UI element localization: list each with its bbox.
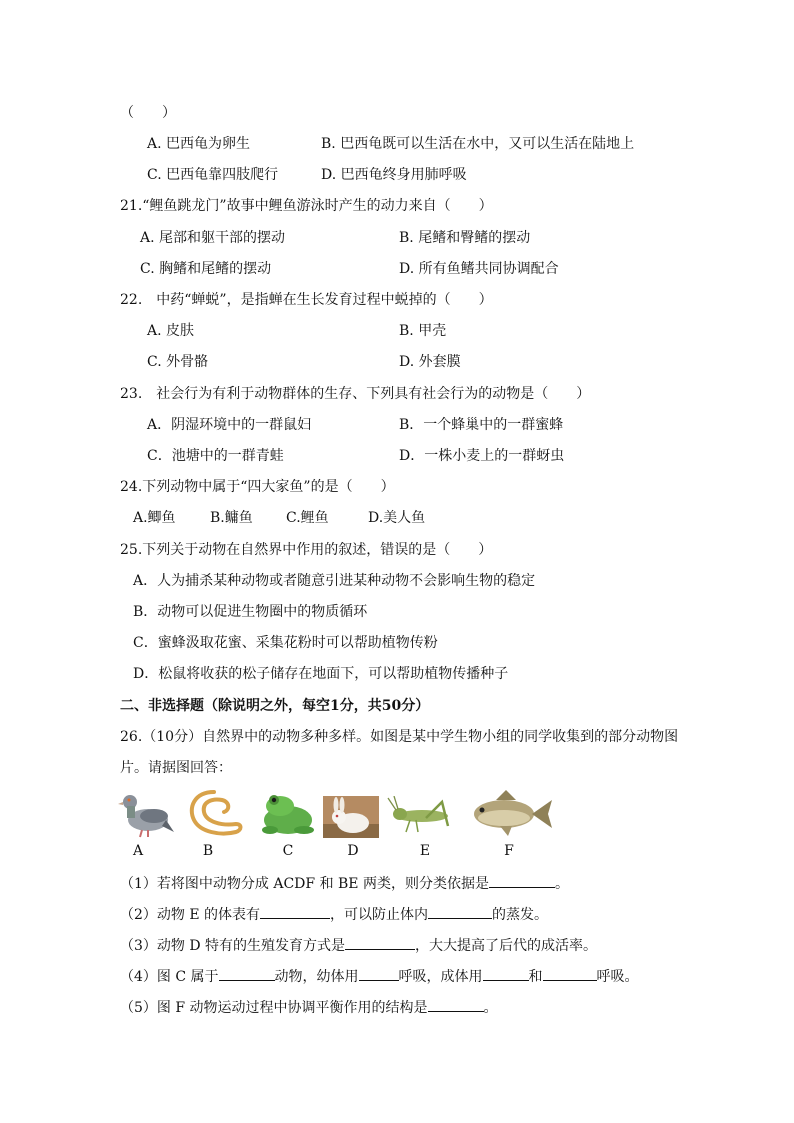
q25-option-a: A．人为捕杀某种动物或者随意引进某种动物不会影响生物的稳定 — [133, 573, 536, 589]
sub4-end: 呼吸。 — [596, 969, 639, 985]
q25-option-b: B．动物可以促进生物圈中的物质循环 — [133, 604, 368, 620]
q21-option-c: C. 胸鳍和尾鳍的摆动 — [140, 261, 272, 277]
sub1-end: 。 — [554, 876, 569, 892]
q25-option-d: D．松鼠将收获的松子储存在地面下，可以帮助植物传播种子 — [133, 666, 509, 682]
sub4-c: 和 — [528, 969, 543, 985]
grasshopper-image — [386, 796, 458, 838]
q26-sub3 — [120, 935, 597, 956]
sub3-text: （3）动物 D 特有的生殖发育方式是 — [120, 938, 346, 954]
answer-blank[interactable] — [483, 966, 529, 981]
sub3-end: ，大大提高了后代的成活率。 — [415, 938, 598, 954]
q23-option-b: B．一个蜂巢中的一群蜜蜂 — [399, 417, 564, 433]
q26-sub5 — [120, 997, 498, 1018]
q23-stem: 23. 社会行为有利于动物群体的生存、下列具有社会行为的动物是（ ） — [120, 386, 591, 402]
q20-option-b: B. 巴西龟既可以生活在水中，又可以生活在陆地上 — [321, 136, 635, 152]
pigeon-image — [118, 788, 174, 838]
q23-option-d: D．一株小麦上的一群蚜虫 — [399, 448, 565, 464]
q25-option-c: C．蜜蜂汲取花蜜、采集花粉时可以帮助植物传粉 — [133, 635, 438, 651]
q21-option-a: A. 尾部和躯干部的摆动 — [140, 230, 286, 246]
sub2-end: 的蒸发。 — [492, 907, 549, 923]
label-b: B — [202, 843, 214, 859]
section-heading: 二、非选择题（除说明之外，每空1分，共50分） — [120, 698, 430, 714]
answer-blank[interactable] — [428, 904, 492, 919]
rabbit-image — [323, 796, 379, 838]
q26-sub1 — [120, 873, 569, 894]
sub5-end: 。 — [483, 1000, 498, 1016]
q24-option-c: C.鲤鱼 — [286, 510, 329, 526]
sub4-b: 呼吸，成体用 — [398, 969, 483, 985]
q20-option-c: C. 巴西龟靠四肢爬行 — [147, 167, 279, 183]
q22-option-c: C. 外骨骼 — [147, 354, 209, 370]
answer-blank[interactable] — [543, 966, 597, 981]
label-e: E — [419, 843, 431, 859]
q26-stem-line2: 片。请据图回答： — [120, 760, 232, 776]
earthworm-image — [184, 788, 246, 840]
q20-option-a: A. 巴西龟为卵生 — [147, 136, 251, 152]
q22-option-b: B. 甲壳 — [399, 323, 447, 339]
q24-option-d: D.美人鱼 — [368, 510, 426, 526]
sub2-mid: ，可以防止体内 — [330, 907, 429, 923]
q23-option-c: C．池塘中的一群青蛙 — [147, 448, 284, 464]
sub2-text: （2）动物 E 的体表有 — [120, 907, 261, 923]
sub5-text: （5）图 F 动物运动过程中协调平衡作用的结构是 — [120, 1000, 428, 1016]
q23-option-a: A．阴湿环境中的一群鼠妇 — [147, 417, 312, 433]
q22-option-d: D. 外套膜 — [399, 354, 461, 370]
q26-sub4 — [120, 966, 639, 987]
q24-option-b: B.鳙鱼 — [210, 510, 253, 526]
answer-blank[interactable] — [359, 966, 399, 981]
label-c: C — [282, 843, 294, 859]
sub4-text: （4）图 C 属于 — [120, 969, 219, 985]
answer-blank[interactable] — [345, 935, 415, 950]
q25-stem: 25.下列关于动物在自然界中作用的叙述，错误的是（ ） — [120, 542, 493, 558]
frog-image — [258, 790, 318, 838]
q26-sub2 — [120, 904, 548, 925]
q21-stem: 21.“鲤鱼跳龙门”故事中鲤鱼游泳时产生的动力来自（ ） — [120, 198, 493, 214]
q20-option-d: D. 巴西龟终身用肺呼吸 — [321, 167, 467, 183]
label-a: A — [132, 843, 144, 859]
fish-image — [466, 788, 552, 838]
answer-blank[interactable] — [489, 873, 555, 888]
sub1-text: （1）若将图中动物分成 ACDF 和 BE 两类，则分类依据是 — [120, 876, 489, 892]
q20-paren: （ ） — [120, 105, 176, 121]
answer-blank[interactable] — [428, 997, 484, 1012]
label-f: F — [504, 843, 514, 859]
q22-option-a: A. 皮肤 — [147, 323, 195, 339]
q22-stem: 22. 中药“蝉蜕”，是指蝉在生长发育过程中蜕掉的（ ） — [120, 292, 493, 308]
q21-option-b: B. 尾鳍和臀鳍的摆动 — [399, 230, 531, 246]
q21-option-d: D. 所有鱼鳍共同协调配合 — [399, 261, 559, 277]
q24-option-a: A.鲫鱼 — [133, 510, 176, 526]
label-d: D — [347, 843, 359, 859]
q24-stem: 24.下列动物中属于“四大家鱼”的是（ ） — [120, 479, 395, 495]
q26-stem-line1: 26.（10分）自然界中的动物多种多样。如图是某中学生物小组的同学收集到的部分动物图 — [120, 729, 679, 745]
answer-blank[interactable] — [260, 904, 330, 919]
sub4-a: 动物，幼体用 — [274, 969, 359, 985]
answer-blank[interactable] — [219, 966, 275, 981]
